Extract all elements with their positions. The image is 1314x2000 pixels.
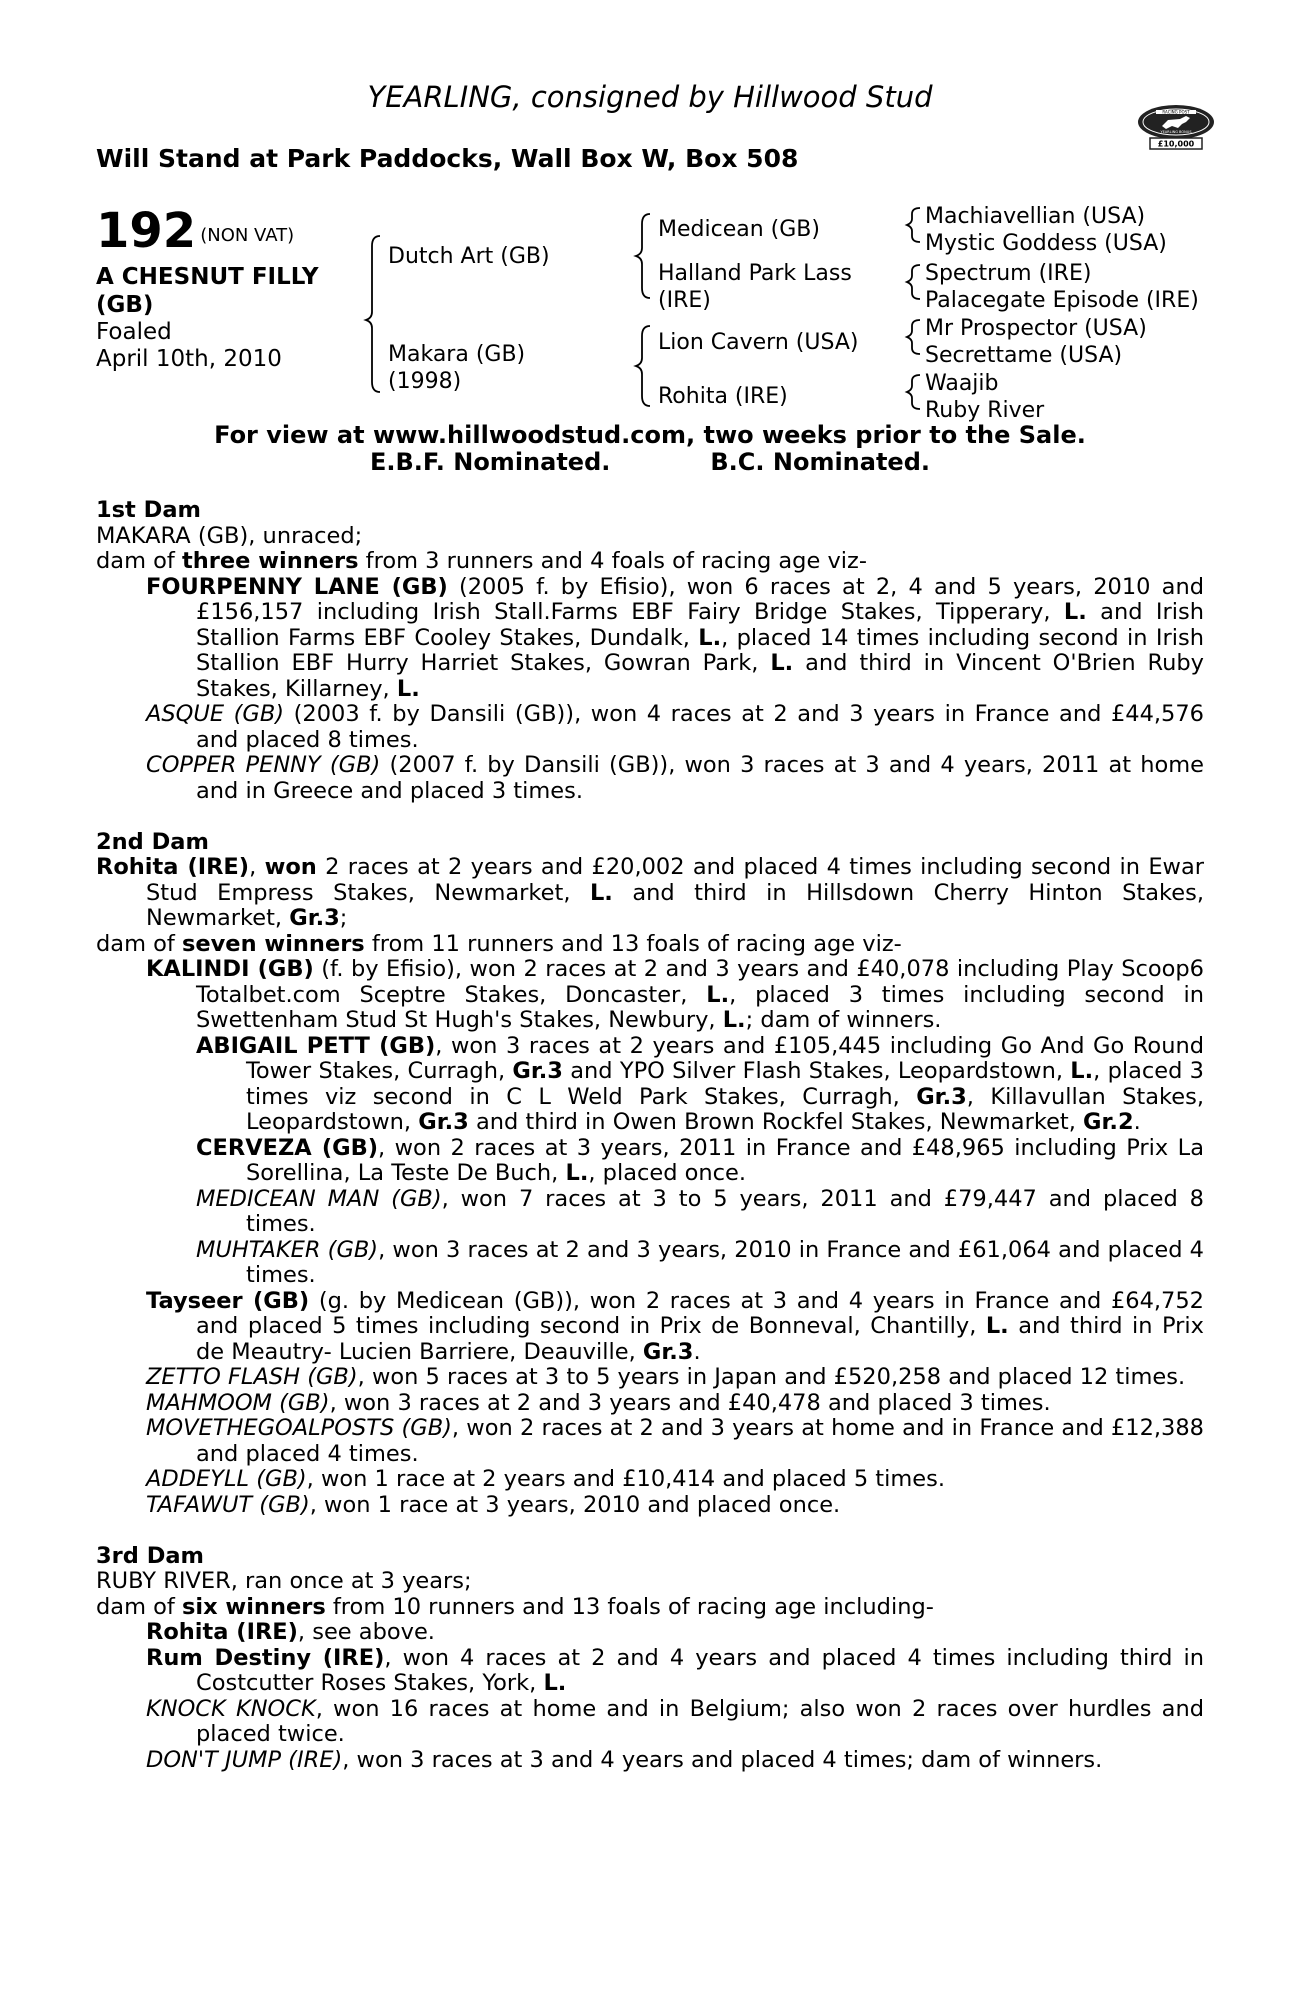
pedigree-dd-dam: Ruby River bbox=[925, 398, 1045, 423]
first-dam-produce-summary: dam of three winners from 3 runners and 4 foals of racing age viz- bbox=[96, 548, 867, 574]
pedigree-dam: Makara (GB) bbox=[388, 342, 526, 367]
stand-location: Will Stand at Park Paddocks, Wall Box W, Box 508 bbox=[96, 144, 799, 173]
bc-nomination: B.C. Nominated. bbox=[710, 448, 931, 476]
progeny-entry: Tayseer (GB) (g. by Medicean (GB)), won 2 races at 3 and 4 years in France and £64,752 and placed 5 times including second in Prix de Bonneval, Chantilly, L. and third in Prix de Meautry- Lucien Barriere, Deauville, Gr.3. bbox=[146, 1287, 1204, 1365]
second-dam-record: Rohita (IRE), won 2 races at 2 years and £20,002 and placed 4 times including second in Ewar Stud Empress Stakes, Newmarket, L. and third in Hillsdown Cherry Hinton Stakes, Newmarket, Gr.3; bbox=[96, 854, 1204, 931]
grand-progeny-entry: CERVEZA (GB), won 2 races at 3 years, 2011 in France and £48,965 including Prix La Sorellina, La Teste De Buch, L., placed once. bbox=[196, 1134, 1204, 1186]
progeny-entry: FOURPENNY LANE (GB) (2005 f. by Efisio), won 6 races at 2, 4 and 5 years, 2010 and £156,157 including Irish Stall.Farms EBF Fairy Bridge Stakes, Tipperary, L. and Irish Stallion Farms EBF Cooley Stakes, Dundalk, L., placed 14 times including second in Irish Stallion EBF Hurry Harriet Stakes, Gowran Park, L. and third in Vincent O'Brien Ruby Stakes, Killarney, L. bbox=[146, 573, 1204, 702]
progeny-entry: DON'T JUMP (IRE), won 3 races at 3 and 4 years and placed 4 times; dam of winners. bbox=[146, 1746, 1103, 1773]
pedigree-ss-dam: Mystic Goddess (USA) bbox=[925, 231, 1167, 256]
badge-text-top: RACING POST bbox=[1162, 109, 1190, 115]
progeny-entry: TAFAWUT (GB), won 1 race at 3 years, 2010 and placed once. bbox=[146, 1491, 841, 1518]
nomination-line bbox=[0, 449, 1300, 476]
lot-number: 192 bbox=[96, 203, 197, 259]
pedigree-dd-sire: Waajib bbox=[925, 371, 999, 396]
progeny-entry: COPPER PENNY (GB) (2007 f. by Dansili (GB)), won 3 races at 3 and 4 years, 2011 at home and in Greece and placed 3 times. bbox=[146, 752, 1204, 804]
dam-family-section bbox=[96, 498, 1204, 1773]
vat-status: (NON VAT) bbox=[200, 225, 295, 246]
pedigree-sd-sire: Spectrum (IRE) bbox=[925, 261, 1092, 286]
progeny-entry: ZETTO FLASH (GB), won 5 races at 3 to 5 years in Japan and £520,258 and placed 12 times. bbox=[146, 1364, 1186, 1390]
grand-progeny-entry: MEDICEAN MAN (GB), won 7 races at 3 to 5 years, 2011 and £79,447 and placed 8 times. bbox=[196, 1185, 1204, 1237]
pedigree-dam-sire: Lion Cavern (USA) bbox=[658, 330, 859, 355]
pedigree-ds-dam: Secrettame (USA) bbox=[925, 343, 1123, 368]
viewing-info bbox=[0, 422, 1300, 476]
second-dam-produce-summary: dam of seven winners from 11 runners and 13 foals of racing age viz- bbox=[96, 930, 902, 957]
lot-description: A CHESNUT FILLY bbox=[96, 264, 319, 290]
badge-text-bottom: £10,000 bbox=[1157, 139, 1195, 149]
progeny-entry: MAHMOOM (GB), won 3 races at 2 and 3 years and £40,478 and placed 3 times. bbox=[146, 1389, 1051, 1416]
viewing-line: For view at www.hillwoodstud.com, two weeks prior to the Sale. bbox=[214, 421, 1086, 449]
third-dam-line: RUBY RIVER, ran once at 3 years; bbox=[96, 1568, 472, 1594]
stud-website-link[interactable]: www.hillwoodstud.com bbox=[372, 421, 687, 449]
pedigree-sire-dam: Halland Park Lass bbox=[658, 261, 852, 286]
progeny-entry: ADDEYLL (GB), won 1 race at 2 years and £10,414 and placed 5 times. bbox=[146, 1466, 946, 1492]
progeny-entry: Rohita (IRE), see above. bbox=[146, 1619, 435, 1645]
pedigree-sire: Dutch Art (GB) bbox=[388, 244, 550, 269]
second-dam-heading: 2nd Dam bbox=[96, 828, 209, 855]
pedigree-ds-sire: Mr Prospector (USA) bbox=[925, 316, 1147, 341]
third-dam-heading: 3rd Dam bbox=[96, 1542, 204, 1569]
page-heading: YEARLING, consigned by Hillwood Stud bbox=[367, 80, 933, 114]
pedigree-dam-year: (1998) bbox=[388, 369, 462, 394]
pedigree-sire-dam-origin: (IRE) bbox=[658, 288, 711, 313]
grand-progeny-entry: MUHTAKER (GB), won 3 races at 2 and 3 years, 2010 in France and £61,064 and placed 4 times. bbox=[196, 1236, 1204, 1288]
ebf-nomination: E.B.F. Nominated. bbox=[369, 448, 611, 476]
pedigree-ss-sire: Machiavellian (USA) bbox=[925, 204, 1146, 229]
progeny-entry: Rum Destiny (IRE), won 4 races at 2 and 4 years and placed 4 times including third in Costcutter Roses Stakes, York, L. bbox=[146, 1644, 1204, 1696]
badge-text-mid: YEARLING BONUS bbox=[1160, 130, 1192, 134]
progeny-entry: KNOCK KNOCK, won 16 races at home and in Belgium; also won 2 races over hurdles and placed twice. bbox=[146, 1695, 1204, 1747]
first-dam-heading: 1st Dam bbox=[96, 497, 201, 523]
pedigree-sd-dam: Palacegate Episode (IRE) bbox=[925, 288, 1199, 313]
progeny-entry: MOVETHEGOALPOSTS (GB), won 2 races at 2 and 3 years at home and in France and £12,388 and placed 4 times. bbox=[146, 1415, 1204, 1467]
foaled-label: Foaled bbox=[96, 319, 172, 345]
pedigree-sire-sire: Medicean (GB) bbox=[658, 217, 820, 242]
foaled-date: April 10th, 2010 bbox=[96, 346, 282, 372]
lot-description-origin: (GB) bbox=[96, 292, 154, 318]
progeny-entry: ASQUE (GB) (2003 f. by Dansili (GB)), won 4 races at 2 and 3 years in France and £44,576 and placed 8 times. bbox=[146, 701, 1204, 753]
pedigree-dam-dam: Rohita (IRE) bbox=[658, 384, 788, 409]
first-dam-line: MAKARA (GB), unraced; bbox=[96, 522, 363, 549]
grand-progeny-entry: ABIGAIL PETT (GB), won 3 races at 2 years and £105,445 including Go And Go Round Tower Stakes, Curragh, Gr.3 and YPO Silver Flash Stakes, Leopardstown, L., placed 3 times viz second in C L Weld Park Stakes, Curragh, Gr.3, Killavullan Stakes, Leopardstown, Gr.3 and third in Owen Brown Rockfel Stakes, Newmarket, Gr.2. bbox=[196, 1032, 1204, 1135]
progeny-entry: KALINDI (GB) (f. by Efisio), won 2 races at 2 and 3 years and £40,078 including Play Scoop6 Totalbet.com Sceptre Stakes, Doncaster, L., placed 3 times including second in Swettenham Stud St Hugh's Stakes, Newbury, L.; dam of winners. bbox=[146, 956, 1204, 1033]
third-dam-produce-summary: dam of six winners from 10 runners and 13 foals of racing age including- bbox=[96, 1593, 934, 1620]
